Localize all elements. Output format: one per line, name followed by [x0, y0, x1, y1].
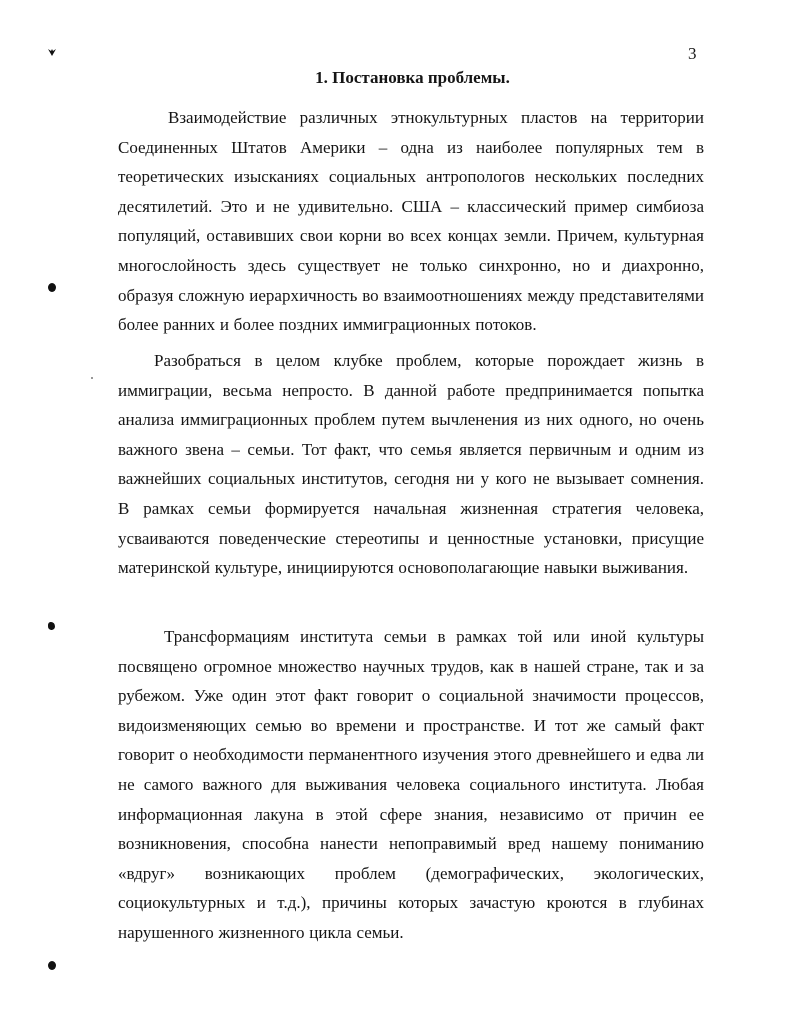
paragraph: Разобраться в целом клубке проблем, которые порождает жизнь в иммиграции, весьма непросто. В данной работе предпринимается попытка анализа иммиграционных проблем путем вычленения из них одного, но очень важного звена – семьи. Тот факт, что семья является первичным и одним из важнейших социальных институтов, сегодня ни у кого не вызывает сомнения. В рамках семьи формируется начальная жизненная стратегия человека, усваиваются поведенческие стереотипы и ценностные установки, присущие материнской культуре, инициируются основополагающие навыки выживания. — [118, 351, 704, 578]
section-heading: 1. Постановка проблемы. — [315, 68, 510, 87]
scan-dot — [48, 283, 56, 292]
paragraph: Взаимодействие различных этнокультурных пластов на территории Соединенных Штатов Америки – одна из наиболее популярных тем в теоретических изысканиях социальных антропологов нескольких последних десятилетий. Это и не удивительно. США – классический пример симбиоза популяций, оставивших свои корни во всех концах земли. Причем, культурная многослойность здесь существует не только синхронно, но и диахронно, образуя сложную иерархичность во взаимоотношениях между представителями более ранних и более поздних иммиграционных потоков. — [118, 108, 704, 335]
paragraph: Трансформациям института семьи в рамках той или иной культуры посвящено огромное множество научных трудов, как в нашей стране, так и за рубежом. Уже один этот факт говорит о социальной значимости процессов, видоизменяющих семью во времени и пространстве. И тот же самый факт говорит о необходимости перманентного изучения этого древнейшего и едва ли не самого важного для выживания человека социального института. Любая информационная лакуна в этой сфере знания, независимо от причин ее возникновения, способна нанести непоправимый вред нашему пониманию «вдруг» возникающих проблем (демографических, экологических, социокультурных и т.д.), причины которых зачастую кроются в глубинах нарушенного жизненного цикла семьи. — [118, 627, 704, 942]
scan-speck — [91, 377, 93, 379]
scan-dot — [48, 961, 56, 970]
page-number: 3 — [688, 44, 697, 63]
scan-dot — [48, 622, 55, 630]
scan-mark-top — [47, 48, 56, 55]
